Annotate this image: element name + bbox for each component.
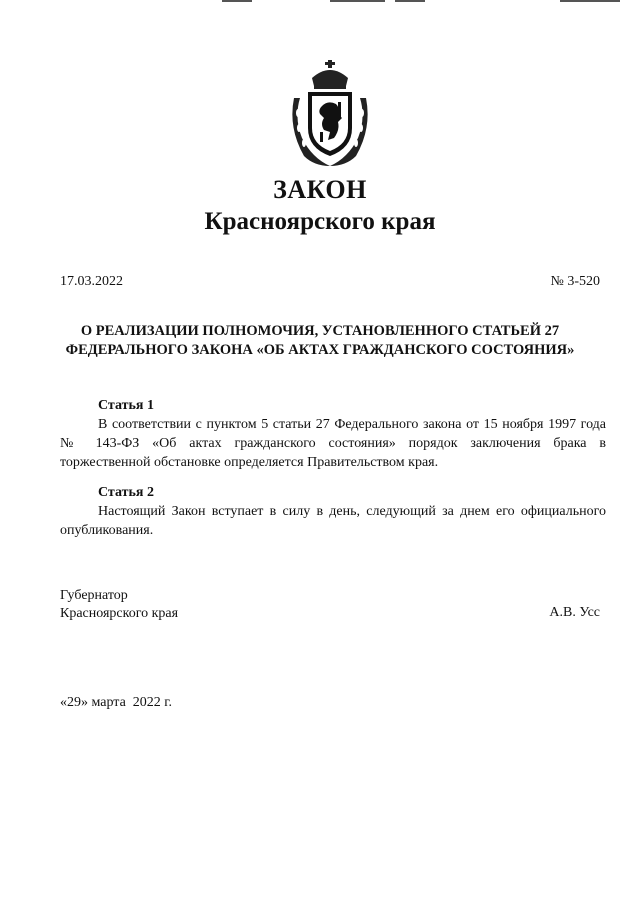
article-2: [60, 483, 606, 540]
law-heading-line-2: ФЕДЕРАЛЬНОГО ЗАКОНА «ОБ АКТАХ ГРАЖДАНСКОГО СОСТОЯНИЯ»: [65, 342, 575, 358]
signing-date: «29» марта 2022 г.: [60, 695, 172, 710]
crest-icon: [284, 58, 376, 170]
law-heading: [40, 322, 600, 360]
signatory-name: А.В. Усс: [549, 605, 600, 620]
document-type-title: ЗАКОН: [273, 175, 367, 204]
adoption-date: 17.03.2022: [60, 274, 123, 289]
article-text: Настоящий Закон вступает в силу в день, следующий за днем его официального опубликования.: [60, 504, 606, 538]
article-title: Статья 1: [98, 398, 154, 413]
signatory-position-line-2: Красноярского края: [60, 606, 179, 621]
law-number: № 3-520: [550, 274, 600, 289]
signatory-position: [60, 587, 178, 623]
article-1: [60, 396, 606, 472]
law-heading-line-1: О РЕАЛИЗАЦИИ ПОЛНОМОЧИЯ, УСТАНОВЛЕННОГО СТАТЬЕЙ 27: [80, 323, 560, 339]
region-subtitle: Красноярского края: [204, 208, 436, 235]
signatory-position-line-1: Губернатор: [60, 588, 128, 603]
article-text: В соответствии с пунктом 5 статьи 27 Федерального закона от 15 ноября 1997 года № 143-ФЗ «Об актах гражданского состояния» порядок заключения брака в торжественной обстановке определяется Правительством края.: [60, 417, 606, 470]
article-title: Статья 2: [98, 485, 154, 500]
scan-edge-marks: [0, 0, 640, 6]
